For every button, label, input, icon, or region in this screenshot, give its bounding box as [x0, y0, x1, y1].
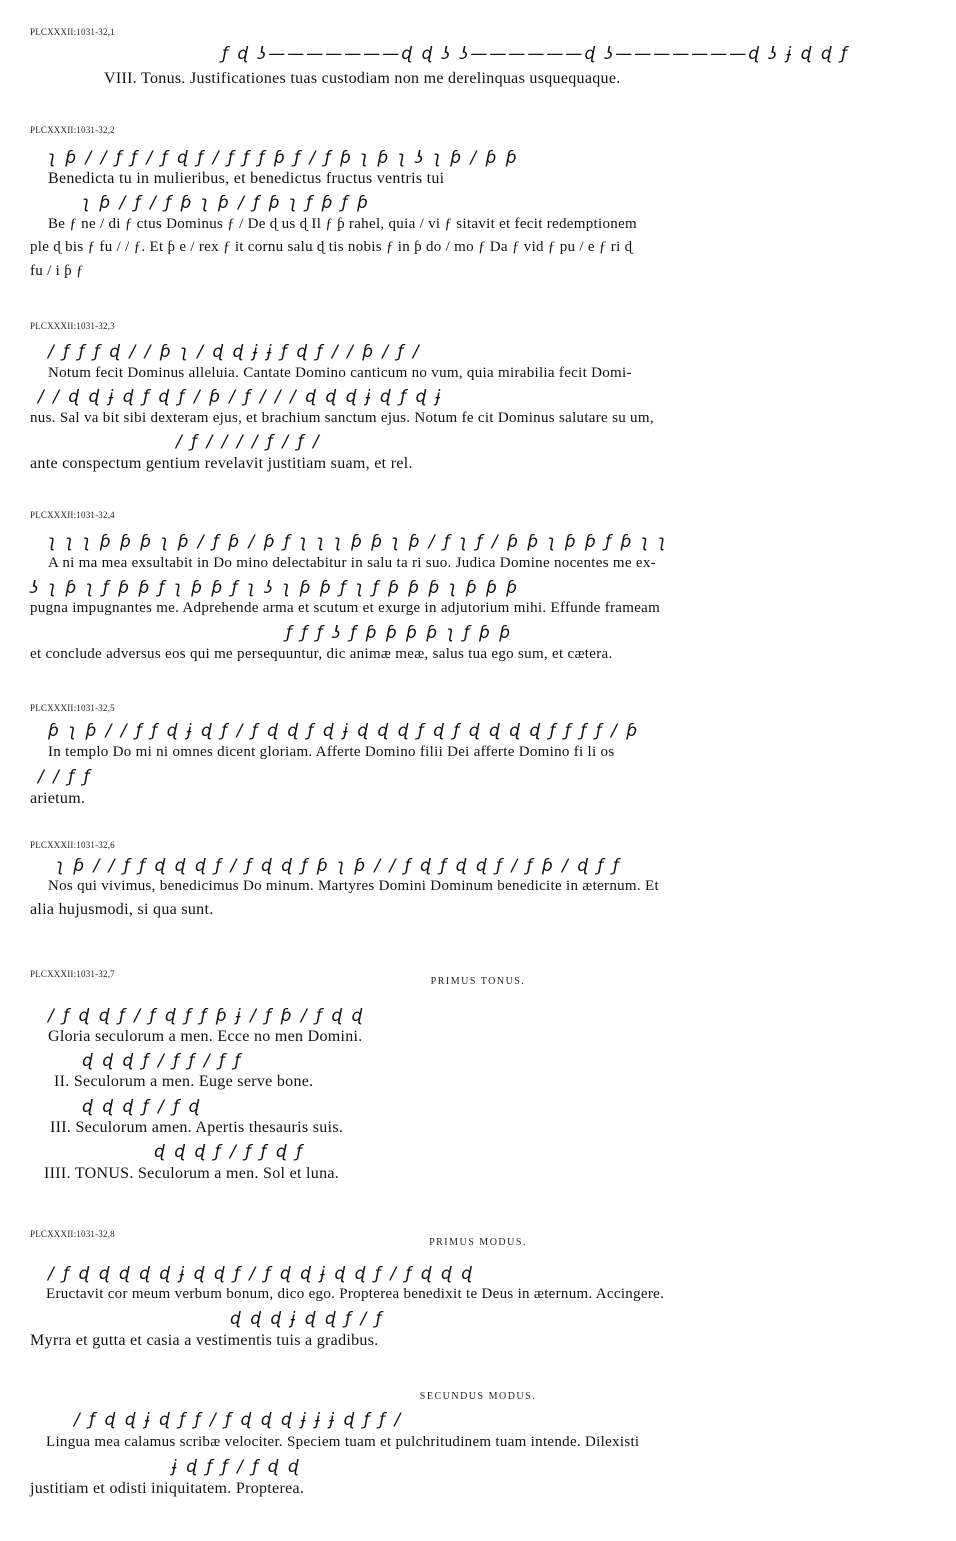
- section-reference: PLCXXXII:1031-32,7: [30, 969, 115, 979]
- neume-line: ɖ ɖ ɖ ƒ / ƒ ƒ / ƒ ƒ: [82, 1051, 243, 1071]
- section-heading: SECUNDUS MODUS.: [419, 1391, 537, 1402]
- neume-line: ƒ ɖ ʖ———————ɖ ɖ ʖ ʖ——————ɖ ʖ———————ɖ ʖ ɉ ɖ ɖ ƒ: [222, 44, 850, 64]
- text-line: III. Seculorum amen. Apertis thesauris suis.: [50, 1119, 344, 1136]
- neume-line: ɉ ɖ ƒ ƒ / ƒ ɖ ɖ: [172, 1457, 301, 1477]
- section-heading: PRIMUS MODUS.: [429, 1237, 527, 1248]
- text-line: ple ɖ bis ƒ fu / / ƒ. Et ƥ e / rex ƒ it cornu salu ɖ tis nobis ƒ in ƥ do / mo ƒ Da ƒ vid ƒ pu / e ƒ ri ɖ: [30, 239, 633, 255]
- neume-line: / ƒ ɖ ɖ ɖ ɖ ɖ ɉ ɖ ɖ ƒ / ƒ ɖ ɖ ɉ ɖ ɖ ƒ / ƒ ɖ ɖ ɖ: [48, 1264, 474, 1284]
- text-line: ante conspectum gentium revelavit justitiam suam, et rel.: [30, 455, 413, 472]
- neume-line: / ƒ / / / / ƒ / ƒ /: [176, 432, 321, 452]
- text-line: pugna impugnantes me. Adprehende arma et scutum et exurge in adjutorium mihi. Effunde frameam: [30, 600, 661, 616]
- text-line: In templo Do mi ni omnes dicent gloriam. Afferte Domino filii Dei afferte Domino fi li os: [48, 744, 615, 760]
- text-line: IIII. TONUS. Seculorum a men. Sol et luna.: [44, 1165, 340, 1182]
- section-reference: PLCXXXII:1031-32,8: [30, 1229, 115, 1239]
- neume-line: ʅ ƥ / / ƒ ƒ ɖ ɖ ɖ ƒ / ƒ ɖ ɖ ƒ ƥ ʅ ƥ / / ƒ ɖ ƒ ɖ ɖ ƒ / ƒ ƥ / ɖ ƒ ƒ: [56, 856, 621, 876]
- text-line: Lingua mea calamus scribæ velociter. Speciem tuam et pulchritudinem tuam intende. Dilexisti: [46, 1434, 640, 1450]
- section-reference: PLCXXXII:1031-32,1: [30, 27, 115, 37]
- section-reference: PLCXXXII:1031-32,5: [30, 703, 115, 713]
- text-line: fu / i ƥ ƒ: [30, 263, 84, 279]
- neume-line: ɖ ɖ ɖ ƒ / ƒ ɖ: [82, 1097, 202, 1117]
- neume-line: ʅ ʅ ʅ ƥ ƥ ƥ ʅ ƥ / ƒ ƥ / ƥ ƒ ʅ ʅ ʅ ƥ ƥ ʅ ƥ / ƒ ʅ ƒ / ƥ ƥ ʅ ƥ ƥ ƒ ƥ ʅ ʅ: [48, 532, 668, 552]
- text-line: Notum fecit Dominus alleluia. Cantate Domino canticum no vum, quia mirabilia fecit Domi-: [48, 365, 632, 381]
- neume-line: ʅ ƥ / / ƒ ƒ / ƒ ɖ ƒ / ƒ ƒ ƒ ƥ ƒ / ƒ ƥ ʅ ƥ ʅ ʖ ʅ ƥ / ƥ ƥ: [48, 148, 519, 168]
- text-line: Be ƒ ne / di ƒ ctus Dominus ƒ / De ɖ us ɖ Il ƒ ƥ rahel, quia / vi ƒ sitavit et fecit redemptionem: [48, 216, 637, 232]
- section-heading: PRIMUS TONUS.: [430, 976, 526, 987]
- text-line: arietum.: [30, 790, 86, 807]
- neume-line: ƒ ƒ ƒ ʖ ƒ ƥ ƥ ƥ ƥ ʅ ƒ ƥ ƥ: [286, 623, 513, 643]
- text-line: Myrra et gutta et casia a vestimentis tuis a gradibus.: [30, 1332, 379, 1349]
- text-line: VIII. Tonus. Justificationes tuas custodiam non me derelinquas usquequaque.: [104, 70, 621, 87]
- neume-line: ƥ ʅ ƥ / / ƒ ƒ ɖ ɉ ɖ ƒ / ƒ ɖ ɖ ƒ ɖ ɉ ɖ ɖ ɖ ƒ ɖ ƒ ɖ ɖ ɖ ɖ ƒ ƒ ƒ ƒ / ƥ: [48, 721, 640, 741]
- neume-line: ɖ ɖ ɖ ɉ ɖ ɖ ƒ / ƒ: [230, 1309, 384, 1329]
- section-reference: PLCXXXII:1031-32,4: [30, 510, 115, 520]
- text-line: justitiam et odisti iniquitatem. Propterea.: [30, 1480, 305, 1497]
- neume-line: ʅ ƥ / ƒ / ƒ ƥ ʅ ƥ / ƒ ƥ ʅ ƒ ƥ ƒ ƥ: [82, 193, 370, 213]
- neume-line: / ƒ ƒ ƒ ɖ / / ƥ ʅ / ɖ ɖ ɉ ɉ ƒ ɖ ƒ / / ƥ / ƒ /: [48, 342, 421, 362]
- neume-line: / / ɖ ɖ ɉ ɖ ƒ ɖ ƒ / ƥ / ƒ / / / ɖ ɖ ɖ ɉ ɖ ƒ ɖ ɉ: [38, 387, 443, 407]
- text-line: II. Seculorum a men. Euge serve bone.: [54, 1073, 314, 1090]
- neume-line: / ƒ ɖ ɖ ɉ ɖ ƒ ƒ / ƒ ɖ ɖ ɖ ɉ ɉ ɉ ɖ ƒ ƒ /: [74, 1410, 403, 1430]
- section-reference: PLCXXXII:1031-32,3: [30, 321, 115, 331]
- text-line: Nos qui vivimus, benedicimus Do minum. Martyres Domini Dominum benedicite in æternum. Et: [48, 878, 659, 894]
- neume-line: / / ƒ ƒ: [38, 767, 92, 787]
- text-line: alia hujusmodi, si qua sunt.: [30, 901, 214, 918]
- text-line: Gloria seculorum a men. Ecce no men Domini.: [48, 1028, 363, 1045]
- section-reference: PLCXXXII:1031-32,6: [30, 840, 115, 850]
- neume-line: ʖ ʅ ƥ ʅ ƒ ƥ ƥ ƒ ʅ ƥ ƥ ƒ ʅ ʖ ʅ ƥ ƥ ƒ ʅ ƒ ƥ ƥ ƥ ʅ ƥ ƥ ƥ: [30, 578, 519, 598]
- text-line: et conclude adversus eos qui me persequuntur, dic animæ meæ, salus tua ego sum, et cætera.: [30, 646, 613, 662]
- text-line: Eructavit cor meum verbum bonum, dico ego. Propterea benedixit te Deus in æternum. Accingere.: [46, 1286, 665, 1302]
- text-line: A ni ma mea exsultabit in Do mino delectabitur in salu ta ri suo. Judica Domine nocentes me ex-: [48, 555, 656, 571]
- section-reference: PLCXXXII:1031-32,2: [30, 125, 115, 135]
- text-line: nus. Sal va bit sibi dexteram ejus, et brachium sanctum ejus. Notum fe cit Dominus salutare su um,: [30, 410, 654, 426]
- text-line: Benedicta tu in mulieribus, et benedictus fructus ventris tui: [48, 170, 445, 187]
- neume-line: / ƒ ɖ ɖ ƒ / ƒ ɖ ƒ ƒ ƥ ɉ / ƒ ƥ / ƒ ɖ ɖ: [48, 1006, 365, 1026]
- neume-line: ɖ ɖ ɖ ƒ / ƒ ƒ ɖ ƒ: [154, 1142, 305, 1162]
